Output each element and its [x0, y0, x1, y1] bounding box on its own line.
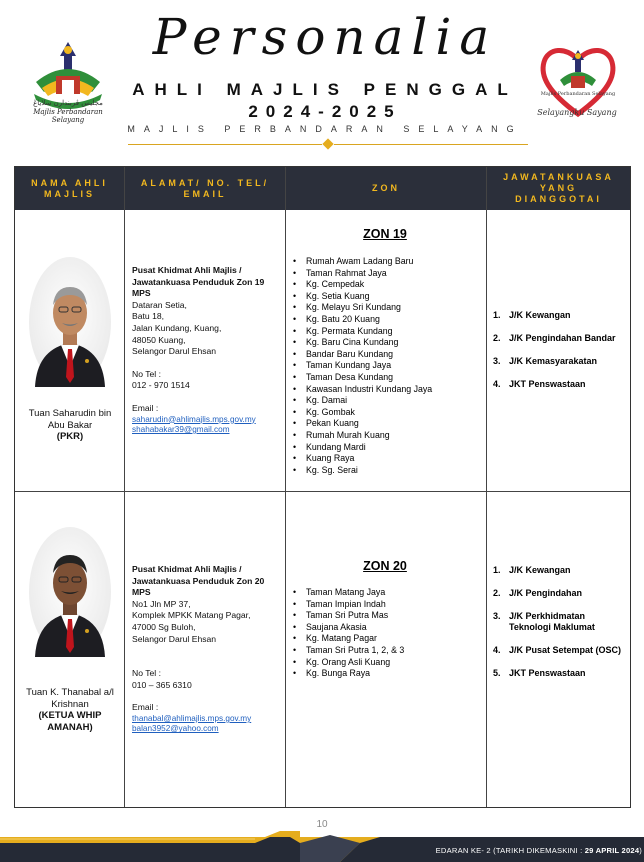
col-divider	[124, 167, 125, 807]
party-text: (KETUA WHIP AMANAH)	[38, 710, 102, 733]
header-alamat: ALAMAT/ NO. TEL/ EMAIL	[140, 177, 270, 199]
edition-date: 29 APRIL 2024	[584, 846, 640, 855]
address-line: Jalan Kundang, Kuang,	[132, 322, 222, 333]
committee-list	[493, 310, 627, 390]
committee-label: JKT Penswastaan	[509, 379, 586, 389]
logo-jawi-text: مجليس ڤربندارن سلاياڠ	[33, 99, 103, 107]
email-link[interactable]: shahabakar39@gmail.com	[132, 425, 230, 435]
committee-label: J/K Pengindahan	[509, 588, 583, 598]
tel-number: 012 - 970 1514	[132, 380, 190, 391]
office-title: Pusat Khidmat Ahli Majlis / Jawatankuasa Penduduk Zon 20 MPS	[132, 564, 265, 598]
list-item: • Kg. Cempedak	[293, 279, 483, 291]
list-item: • Kundang Mardi	[293, 442, 483, 454]
divider-left	[128, 144, 322, 145]
councillor-name	[21, 687, 119, 733]
list-item	[493, 588, 627, 599]
list-item: • Kg. Orang Asli Kuang	[293, 657, 483, 669]
list-item: • Bandar Baru Kundang	[293, 349, 483, 361]
address-block	[132, 564, 280, 735]
list-item: • Kg. Batu 20 Kuang	[293, 314, 483, 326]
councillor-photo	[29, 527, 111, 657]
list-item: • Rumah Awam Ladang Baru	[293, 256, 483, 268]
list-item: • Taman Matang Jaya	[293, 587, 483, 599]
list-item: • Kg. Permata Kundang	[293, 326, 483, 338]
header-nama: NAMA AHLI MAJLIS	[31, 177, 108, 199]
list-item: • Taman Rahmat Jaya	[293, 268, 483, 280]
list-item: • Taman Sri Putra Mas	[293, 610, 483, 622]
col-divider	[285, 167, 286, 807]
list-item	[493, 565, 627, 576]
committee-list	[493, 565, 627, 679]
col-divider	[486, 167, 487, 807]
list-item: • Taman Kundang Jaya	[293, 360, 483, 372]
term-years: 2024-2025	[248, 102, 402, 121]
office-title: Pusat Khidmat Ahli Majlis / Jawatankuasa Penduduk Zon 19 MPS	[132, 265, 265, 299]
item-number: 4.	[493, 379, 501, 389]
committee-label: J/K Kemasyarakatan	[509, 356, 598, 366]
list-item	[493, 379, 627, 390]
email-link[interactable]: balan3952@yahoo.com	[132, 724, 219, 734]
row-divider	[15, 491, 630, 492]
address-line: Selangor Darul Ehsan	[132, 633, 217, 644]
tel-label: No Tel :	[132, 368, 161, 379]
committee-label: J/K Pusat Setempat (OSC)	[509, 645, 622, 655]
list-item: • Kg. Bunga Raya	[293, 668, 483, 680]
list-item: • Kg. Damai	[293, 395, 483, 407]
address-block	[132, 265, 280, 436]
divider-right	[334, 144, 528, 145]
tel-number: 010 – 365 6310	[132, 679, 192, 690]
list-item: • Rumah Murah Kuang	[293, 430, 483, 442]
councillor-name	[21, 408, 119, 443]
zone-title: ZON 19	[363, 227, 407, 241]
edition-text: EDARAN KE- 2 (TARIKH DIKEMASKINI :	[435, 846, 585, 855]
list-item: • Taman Sri Putra 1, 2, & 3	[293, 645, 483, 657]
edition-close: )	[639, 846, 642, 855]
item-number: 3.	[493, 356, 501, 366]
item-number: 1.	[493, 565, 501, 575]
email-label: Email :	[132, 402, 159, 413]
logo-caption: Majlis Perbandaran Selayang	[33, 108, 103, 124]
councillor-table	[14, 166, 631, 808]
item-number: 2.	[493, 333, 501, 343]
committee-label: JKT Penswastaan	[509, 668, 586, 678]
list-item: • Kg. Baru Cina Kundang	[293, 337, 483, 349]
list-item: • Taman Impian Indah	[293, 599, 483, 611]
list-item: • Kg. Setia Kuang	[293, 291, 483, 303]
list-item: • Kg. Gombak	[293, 407, 483, 419]
table-header	[15, 167, 630, 210]
list-item	[493, 356, 627, 367]
list-item	[493, 611, 627, 633]
party-text: (PKR)	[56, 431, 84, 442]
name-text: Tuan Saharudin bin Abu Bakar	[28, 408, 112, 431]
list-item: • Saujana Akasia	[293, 622, 483, 634]
logo-right-caption: Majlis Perbandaran Selayang	[540, 91, 616, 97]
page-number: 10	[316, 819, 328, 830]
email-label: Email :	[132, 702, 159, 713]
list-item: • Kg. Matang Pagar	[293, 633, 483, 645]
selayangku-sayang-text: Selayangku Sayang	[537, 108, 617, 117]
list-item	[493, 668, 627, 679]
address-line: Selangor Darul Ehsan	[132, 346, 217, 357]
zone-title: ZON 20	[363, 559, 407, 573]
address-line: Komplek MPKK Matang Pagar,	[132, 610, 251, 621]
list-item: • Kg. Sg. Serai	[293, 465, 483, 477]
name-text: Tuan K. Thanabal a/l Krishnan	[26, 687, 114, 710]
page-title: AHLI MAJLIS PENGGAL	[132, 80, 518, 99]
list-item: • Kg. Melayu Sri Kundang	[293, 302, 483, 314]
tel-label: No Tel :	[132, 668, 161, 679]
diamond-ornament-icon	[322, 138, 333, 149]
committee-label: J/K Pengindahan Bandar	[509, 333, 616, 343]
title-personalia: Personalia	[152, 8, 498, 66]
email-link[interactable]: saharudin@ahlimajlis.mps.gov.my	[132, 414, 256, 424]
committee-label: J/K Kewangan	[509, 310, 571, 320]
list-item: • Kawasan Industri Kundang Jaya	[293, 384, 483, 396]
committee-label: J/K Kewangan	[509, 565, 571, 575]
zone-area-list	[293, 587, 483, 680]
address-line: Batu 18,	[132, 311, 165, 322]
item-number: 4.	[493, 645, 501, 655]
zone-area-list	[293, 256, 483, 476]
councillor-photo	[29, 257, 111, 387]
address-line: No1 Jln MP 37,	[132, 598, 191, 609]
list-item: • Pekan Kuang	[293, 418, 483, 430]
item-number: 2.	[493, 588, 501, 598]
address-line: Dataran Setia,	[132, 299, 187, 310]
committee-label: J/K Perkhidmatan Teknologi Maklumat	[509, 611, 595, 632]
item-number: 3.	[493, 611, 501, 621]
list-item: • Kuang Raya	[293, 453, 483, 465]
address-line: 48050 Kuang,	[132, 334, 186, 345]
list-item	[493, 645, 627, 656]
list-item	[493, 333, 627, 344]
item-number: 1.	[493, 310, 501, 320]
header-jawatankuasa: JAWATANKUASA YANG DIANGGOTAI	[503, 172, 614, 204]
item-number: 5.	[493, 668, 501, 678]
address-line: 47000 Sg Buloh,	[132, 621, 196, 632]
edition-note	[406, 846, 642, 855]
email-link[interactable]: thanabal@ahlimajlis.mps.gov.my	[132, 713, 252, 723]
list-item	[493, 310, 627, 321]
header-zon: ZON	[372, 183, 400, 193]
council-name: MAJLIS PERBANDARAN SELAYANG	[127, 124, 523, 134]
list-item: • Taman Desa Kundang	[293, 372, 483, 384]
